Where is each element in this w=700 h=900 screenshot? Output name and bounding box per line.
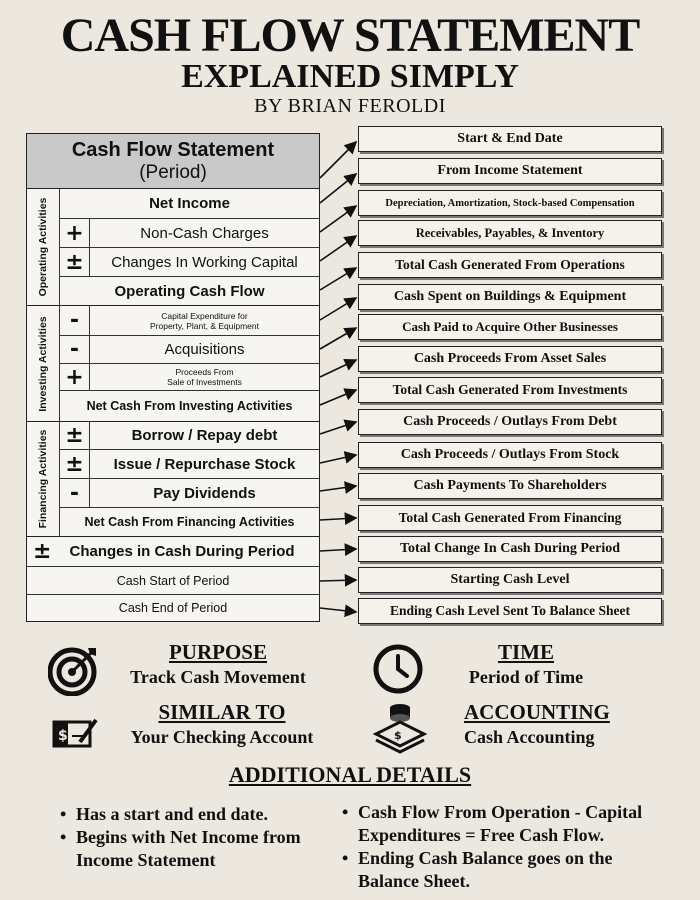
explanation-box: Total Change In Cash During Period	[358, 536, 662, 562]
row-net-financing-label: Net Cash From Financing Activities	[84, 515, 295, 529]
explanation-box: Cash Proceeds / Outlays From Stock	[358, 442, 662, 468]
svg-text:$: $	[394, 729, 402, 742]
row-acquisitions-label: Acquisitions	[164, 341, 245, 358]
feature-purpose-text: Track Cash Movement	[130, 667, 306, 687]
plus-minus-icon: ±	[60, 248, 90, 277]
explanation-box: Cash Spent on Buildings & Equipment	[358, 284, 662, 310]
explanation-box: Ending Cash Level Sent To Balance Sheet	[358, 598, 662, 624]
plus-minus-icon: ±	[60, 450, 90, 479]
row-proceeds-label-2: Sale of Investments	[167, 377, 242, 387]
explanation-box: Start & End Date	[358, 126, 662, 152]
feature-purpose	[118, 640, 318, 688]
subtitle: EXPLAINED SIMPLY	[181, 58, 519, 95]
explanation-box: From Income Statement	[358, 158, 662, 184]
row-proceeds-label-1: Proceeds From	[175, 367, 234, 377]
table-period: (Period)	[139, 162, 207, 183]
section-investing-label: Investing Activities	[37, 315, 49, 412]
explanation-box: Total Cash Generated From Financing	[358, 505, 662, 531]
feature-similar	[112, 700, 332, 748]
feature-accounting-heading: ACCOUNTING	[464, 700, 610, 724]
svg-text:$: $	[58, 728, 68, 744]
explanation-box: Starting Cash Level	[358, 567, 662, 593]
section-operating-label: Operating Activities	[37, 197, 49, 297]
row-non-cash-label: Non-Cash Charges	[140, 224, 269, 242]
explanation-box: Total Cash Generated From Investments	[358, 377, 662, 403]
section-financing-label: Financing Activities	[37, 429, 49, 529]
explanation-box: Cash Payments To Shareholders	[358, 473, 662, 499]
row-issue-label: Issue / Repurchase Stock	[113, 455, 296, 473]
minus-icon: -	[60, 479, 90, 508]
row-cash-start-label: Cash Start of Period	[116, 573, 230, 588]
list-item: • Begins with Net Income from Income Statement	[58, 826, 338, 872]
minus-icon: -	[60, 336, 90, 364]
table-title: Cash Flow Statement	[71, 139, 275, 161]
explanation-box: Receivables, Payables, & Inventory	[358, 220, 662, 246]
plus-icon: +	[60, 364, 90, 391]
feature-time	[436, 640, 616, 688]
cash-stack-icon	[372, 700, 428, 754]
list-item: • Has a start and end date.	[58, 803, 338, 826]
feature-similar-text: Your Checking Account	[130, 727, 314, 747]
feature-similar-heading: SIMILAR TO	[158, 700, 286, 724]
row-capex-label-2: Property, Plant, & Equipment	[150, 320, 259, 331]
row-net-income-label: Net Income	[149, 195, 230, 212]
check-icon	[52, 716, 100, 752]
row-operating-cf-label: Operating Cash Flow	[114, 282, 265, 300]
plus-minus-icon: ±	[60, 422, 90, 450]
explanation-box: Cash Paid to Acquire Other Businesses	[358, 314, 662, 340]
row-dividends-label: Pay Dividends	[153, 484, 256, 502]
explanation-box: Depreciation, Amortization, Stock-based Compensation	[358, 190, 662, 216]
explanation-box: Cash Proceeds From Asset Sales	[358, 346, 662, 372]
row-working-capital-label: Changes In Working Capital	[111, 253, 298, 271]
row-net-investing-label: Net Cash From Investing Activities	[86, 399, 293, 413]
explanation-box: Cash Proceeds / Outlays From Debt	[358, 409, 662, 435]
plus-icon: +	[60, 219, 90, 248]
additional-details-heading: ADDITIONAL DETAILS	[228, 762, 472, 787]
list-item: • Ending Cash Balance goes on the Balance Sheet.	[340, 847, 670, 893]
feature-time-heading: TIME	[497, 640, 554, 664]
plus-minus-icon: ±	[33, 539, 52, 564]
details-list-left	[58, 803, 338, 872]
feature-accounting-text: Cash Accounting	[464, 727, 595, 747]
row-capex-label-1: Capital Expenditure for	[161, 310, 248, 321]
list-item: • Cash Flow From Operation - Capital Expenditures = Free Cash Flow.	[340, 801, 670, 847]
clock-icon	[372, 643, 424, 695]
target-icon	[48, 644, 100, 696]
minus-icon: -	[60, 306, 90, 336]
explanation-box: Total Cash Generated From Operations	[358, 252, 662, 278]
feature-accounting	[452, 700, 632, 748]
row-change-label: Changes in Cash During Period	[69, 543, 295, 560]
feature-time-text: Period of Time	[468, 667, 584, 687]
author-line: BY BRIAN FEROLDI	[254, 95, 446, 117]
details-list-right	[340, 801, 670, 893]
row-borrow-label: Borrow / Repay debt	[131, 427, 278, 444]
row-cash-end-label: Cash End of Period	[118, 601, 228, 615]
feature-purpose-heading: PURPOSE	[168, 640, 267, 664]
main-title: CASH FLOW STATEMENT	[60, 9, 640, 62]
